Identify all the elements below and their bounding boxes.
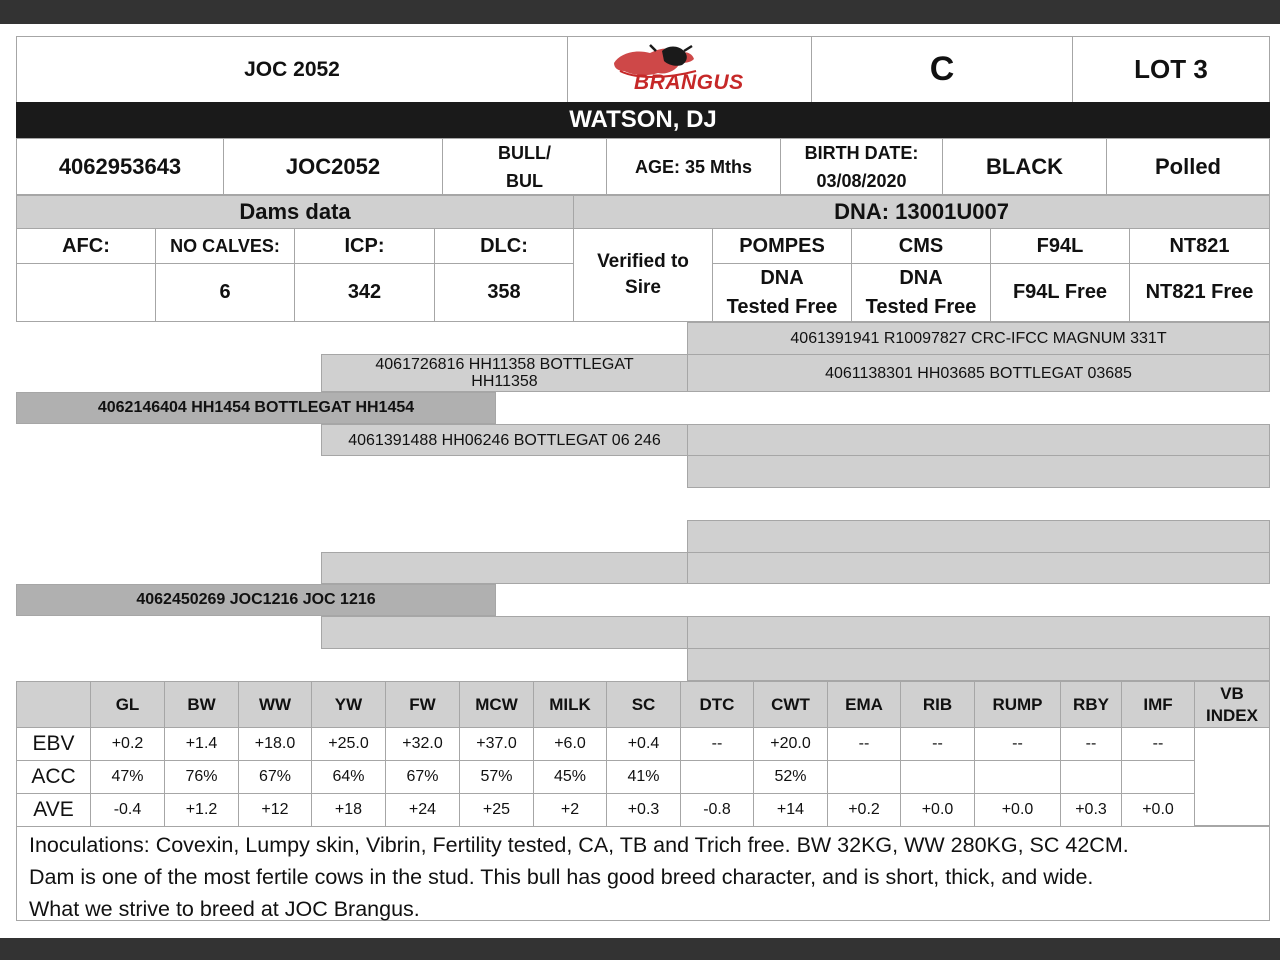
animal-code: JOC2052 bbox=[223, 138, 443, 195]
test-result-pompes bbox=[712, 263, 852, 322]
ebv-acc-yw: 64% bbox=[311, 760, 386, 794]
vb-index-line2: INDEX bbox=[1206, 705, 1258, 725]
animal-color: BLACK bbox=[942, 138, 1107, 195]
comments-line3: What we strive to breed at JOC Brangus. bbox=[29, 897, 420, 921]
cms-line1: DNA bbox=[899, 266, 943, 289]
afc-label: AFC: bbox=[16, 228, 156, 264]
ebv-ebv-rump: -- bbox=[974, 727, 1061, 761]
birth-date-cell bbox=[780, 138, 943, 195]
ebv-acc-sc: 41% bbox=[606, 760, 681, 794]
ebv-ave-yw: +18 bbox=[311, 793, 386, 827]
test-name-f94l: F94L bbox=[990, 228, 1130, 264]
vb-index-header bbox=[1194, 681, 1270, 728]
vb-index-line1: VB bbox=[1220, 683, 1244, 703]
no-calves-label: NO CALVES: bbox=[155, 228, 295, 264]
sire-sire-line2: HH11358 bbox=[471, 373, 538, 390]
pedigree-sire-sire-dam: 4061138301 HH03685 BOTTLEGAT 03685 bbox=[687, 354, 1270, 392]
ebv-acc-gl: 47% bbox=[90, 760, 165, 794]
ebv-ebv-dtc: -- bbox=[680, 727, 754, 761]
pedigree-sire-dam-sire bbox=[687, 424, 1270, 456]
brangus-logo bbox=[606, 41, 766, 99]
ebv-ave-sc: +0.3 bbox=[606, 793, 681, 827]
pedigree-dam-sire-sire bbox=[687, 520, 1270, 553]
ebv-ebv-ww: +18.0 bbox=[238, 727, 312, 761]
ebv-ave-ww: +12 bbox=[238, 793, 312, 827]
test-result-f94l: F94L Free bbox=[990, 263, 1130, 322]
pedigree-dam-dam bbox=[321, 616, 688, 649]
ebv-ebv-yw: +25.0 bbox=[311, 727, 386, 761]
comments-box bbox=[16, 826, 1270, 921]
ebv-acc-bw: 76% bbox=[164, 760, 239, 794]
dlc-label: DLC: bbox=[434, 228, 574, 264]
icp-label: ICP: bbox=[294, 228, 435, 264]
test-result-cms bbox=[851, 263, 991, 322]
pedigree-dam-dam-sire bbox=[687, 616, 1270, 649]
ebv-ave-rib: +0.0 bbox=[900, 793, 975, 827]
pompes-line2: Tested Free bbox=[726, 295, 838, 318]
ebv-ave-rump: +0.0 bbox=[974, 793, 1061, 827]
ebv-ebv-gl: +0.2 bbox=[90, 727, 165, 761]
birth-date-label: BIRTH DATE: bbox=[804, 142, 919, 163]
icp-value: 342 bbox=[294, 263, 435, 322]
lot-number: LOT 3 bbox=[1072, 36, 1270, 103]
ebv-ave-bw: +1.2 bbox=[164, 793, 239, 827]
ebv-header-mcw: MCW bbox=[459, 681, 534, 728]
pedigree-sire-dam-dam bbox=[687, 455, 1270, 488]
vb-index-value bbox=[1194, 727, 1270, 826]
pedigree-dam-dam-dam bbox=[687, 648, 1270, 681]
sire-sire-line1: 4061726816 HH11358 BOTTLEGAT bbox=[375, 356, 634, 373]
pedigree-dam-sire bbox=[321, 552, 688, 584]
ebv-header-milk: MILK bbox=[533, 681, 607, 728]
logo-text: BRANGUS bbox=[634, 71, 744, 94]
dna-title: DNA: 13001U007 bbox=[573, 195, 1270, 229]
ebv-acc-imf bbox=[1121, 760, 1195, 794]
ebv-header-ww: WW bbox=[238, 681, 312, 728]
ebv-row-label-ave: AVE bbox=[16, 793, 91, 827]
sex-line2: BUL bbox=[506, 170, 543, 191]
grade: C bbox=[811, 36, 1073, 103]
ebv-acc-rump bbox=[974, 760, 1061, 794]
dams-data-title: Dams data bbox=[16, 195, 574, 229]
top-frame-bar bbox=[0, 0, 1280, 24]
ebv-acc-ww: 67% bbox=[238, 760, 312, 794]
ebv-acc-milk: 45% bbox=[533, 760, 607, 794]
ebv-header-dtc: DTC bbox=[680, 681, 754, 728]
ebv-ave-fw: +24 bbox=[385, 793, 460, 827]
ebv-ebv-fw: +32.0 bbox=[385, 727, 460, 761]
dlc-value: 358 bbox=[434, 263, 574, 322]
ebv-ebv-rby: -- bbox=[1060, 727, 1122, 761]
ebv-header-rib: RIB bbox=[900, 681, 975, 728]
ebv-header-sc: SC bbox=[606, 681, 681, 728]
cms-line2: Tested Free bbox=[865, 295, 977, 318]
ebv-ebv-imf: -- bbox=[1121, 727, 1195, 761]
comments-line1: Inoculations: Covexin, Lumpy skin, Vibrin, Fertility tested, CA, TB and Trich free. BW 32KG, WW 280KG, SC 42CM. bbox=[29, 833, 1129, 857]
joc-number: JOC 2052 bbox=[16, 36, 568, 103]
ebv-header-imf: IMF bbox=[1121, 681, 1195, 728]
ebv-header-rby: RBY bbox=[1060, 681, 1122, 728]
ebv-row-label-ebv: EBV bbox=[16, 727, 91, 761]
ebv-header-fw: FW bbox=[385, 681, 460, 728]
ebv-acc-rib bbox=[900, 760, 975, 794]
pedigree-sire-sire bbox=[321, 354, 688, 392]
ebv-header-bw: BW bbox=[164, 681, 239, 728]
ebv-ebv-ema: -- bbox=[827, 727, 901, 761]
animal-horn-status: Polled bbox=[1106, 138, 1270, 195]
animal-sex bbox=[442, 138, 607, 195]
verified-line1: Verified to bbox=[597, 251, 689, 272]
ebv-header-ema: EMA bbox=[827, 681, 901, 728]
ebv-ave-gl: -0.4 bbox=[90, 793, 165, 827]
test-name-nt821: NT821 bbox=[1129, 228, 1270, 264]
owner-name: WATSON, DJ bbox=[16, 102, 1270, 138]
afc-value bbox=[16, 263, 156, 322]
animal-age: AGE: 35 Mths bbox=[606, 138, 781, 195]
ebv-ave-dtc: -0.8 bbox=[680, 793, 754, 827]
ebv-acc-cwt: 52% bbox=[753, 760, 828, 794]
ebv-ave-mcw: +25 bbox=[459, 793, 534, 827]
bottom-frame-bar bbox=[0, 938, 1280, 960]
ebv-header-gl: GL bbox=[90, 681, 165, 728]
dna-verified bbox=[573, 228, 713, 322]
ebv-ave-ema: +0.2 bbox=[827, 793, 901, 827]
birth-date: 03/08/2020 bbox=[816, 170, 907, 191]
pedigree-sire: 4062146404 HH1454 BOTTLEGAT HH1454 bbox=[16, 392, 496, 424]
ebv-ebv-milk: +6.0 bbox=[533, 727, 607, 761]
ebv-ave-milk: +2 bbox=[533, 793, 607, 827]
pedigree-sire-sire-sire: 4061391941 R10097827 CRC-IFCC MAGNUM 331T bbox=[687, 322, 1270, 355]
pompes-line1: DNA bbox=[760, 266, 804, 289]
test-result-nt821: NT821 Free bbox=[1129, 263, 1270, 322]
ebv-ebv-sc: +0.4 bbox=[606, 727, 681, 761]
test-name-cms: CMS bbox=[851, 228, 991, 264]
no-calves-value: 6 bbox=[155, 263, 295, 322]
ebv-acc-dtc bbox=[680, 760, 754, 794]
ebv-ebv-cwt: +20.0 bbox=[753, 727, 828, 761]
ebv-acc-fw: 67% bbox=[385, 760, 460, 794]
pedigree-dam-sire-dam bbox=[687, 552, 1270, 584]
ebv-header-rump: RUMP bbox=[974, 681, 1061, 728]
ebv-corner-cell bbox=[16, 681, 91, 728]
test-name-pompes: POMPES bbox=[712, 228, 852, 264]
animal-id: 4062953643 bbox=[16, 138, 224, 195]
verified-line2: Sire bbox=[625, 277, 661, 298]
ebv-ebv-bw: +1.4 bbox=[164, 727, 239, 761]
ebv-ave-rby: +0.3 bbox=[1060, 793, 1122, 827]
pedigree-sire-dam: 4061391488 HH06246 BOTTLEGAT 06 246 bbox=[321, 424, 688, 456]
ebv-ave-imf: +0.0 bbox=[1121, 793, 1195, 827]
ebv-ave-cwt: +14 bbox=[753, 793, 828, 827]
comments-line2: Dam is one of the most fertile cows in the stud. This bull has good breed character, and is short, thick, and wide. bbox=[29, 865, 1094, 889]
ebv-ebv-mcw: +37.0 bbox=[459, 727, 534, 761]
ebv-ebv-rib: -- bbox=[900, 727, 975, 761]
ebv-header-cwt: CWT bbox=[753, 681, 828, 728]
ebv-row-label-acc: ACC bbox=[16, 760, 91, 794]
ebv-acc-rby bbox=[1060, 760, 1122, 794]
ebv-acc-mcw: 57% bbox=[459, 760, 534, 794]
ebv-acc-ema bbox=[827, 760, 901, 794]
pedigree-dam: 4062450269 JOC1216 JOC 1216 bbox=[16, 584, 496, 616]
ebv-header-yw: YW bbox=[311, 681, 386, 728]
sex-line1: BULL/ bbox=[498, 142, 551, 163]
